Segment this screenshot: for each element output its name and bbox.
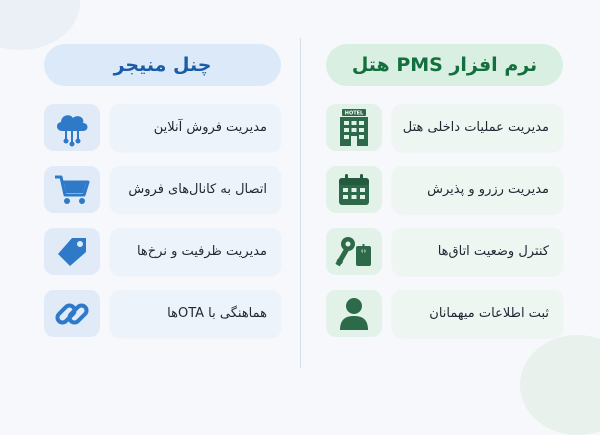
pms-item-icon-tile	[326, 104, 382, 151]
channel-item-icon-tile	[44, 228, 100, 275]
channel-item-label-box	[110, 104, 281, 151]
pms-item-label-box	[392, 166, 563, 213]
channel-item-label-box	[110, 166, 281, 213]
pms-item-label-box	[392, 104, 563, 151]
room-keys-icon	[334, 234, 374, 270]
channel-manager-header	[44, 44, 281, 86]
channel-item-online-sales	[44, 104, 281, 151]
guest-user-icon	[338, 297, 370, 331]
channel-item-icon-tile	[44, 290, 100, 337]
channel-item-label: مدیریت ظرفیت و نرخ‌ها	[136, 244, 267, 259]
channel-item-label: اتصال به کانال‌های فروش	[128, 182, 267, 197]
decorative-blob	[520, 335, 600, 435]
channel-item-capacity-rates	[44, 228, 281, 275]
channel-item-label-box	[110, 290, 281, 337]
hotel-building-icon	[336, 109, 372, 147]
cloud-network-icon	[52, 109, 92, 147]
pms-item-label-box	[392, 228, 563, 275]
pms-item-icon-tile	[326, 166, 382, 213]
column-divider	[300, 38, 301, 368]
channel-item-label: هماهنگی با OTAها	[167, 306, 267, 321]
pms-title: نرم افزار PMS هتل	[351, 54, 538, 76]
calendar-icon	[337, 173, 371, 207]
decorative-blob	[0, 0, 80, 50]
pms-item-room-status	[326, 228, 563, 275]
pms-item-label: مدیریت عملیات داخلی هتل	[402, 120, 549, 135]
chain-link-icon	[54, 296, 90, 332]
pms-item-reservations	[326, 166, 563, 213]
pms-header	[326, 44, 563, 86]
pms-item-icon-tile	[326, 290, 382, 337]
channel-item-sales-channels	[44, 166, 281, 213]
channel-item-ota-sync	[44, 290, 281, 337]
channel-manager-title: چنل منیجر	[113, 54, 212, 76]
pms-item-guest-info	[326, 290, 563, 337]
price-tag-icon	[54, 234, 90, 270]
shopping-cart-icon	[53, 173, 91, 207]
channel-item-icon-tile	[44, 104, 100, 151]
channel-item-label: مدیریت فروش آنلاین	[153, 120, 267, 135]
pms-item-label: مدیریت رزرو و پذیرش	[427, 182, 549, 197]
channel-item-icon-tile	[44, 166, 100, 213]
pms-item-label: کنترل وضعیت اتاق‌ها	[437, 244, 549, 259]
pms-item-label-box	[392, 290, 563, 337]
pms-item-icon-tile	[326, 228, 382, 275]
channel-item-label-box	[110, 228, 281, 275]
hotel-sign-text: HOTEL	[344, 110, 364, 117]
pms-item-hotel-operations	[326, 104, 563, 151]
pms-item-label: ثبت اطلاعات میهمانان	[429, 306, 549, 321]
